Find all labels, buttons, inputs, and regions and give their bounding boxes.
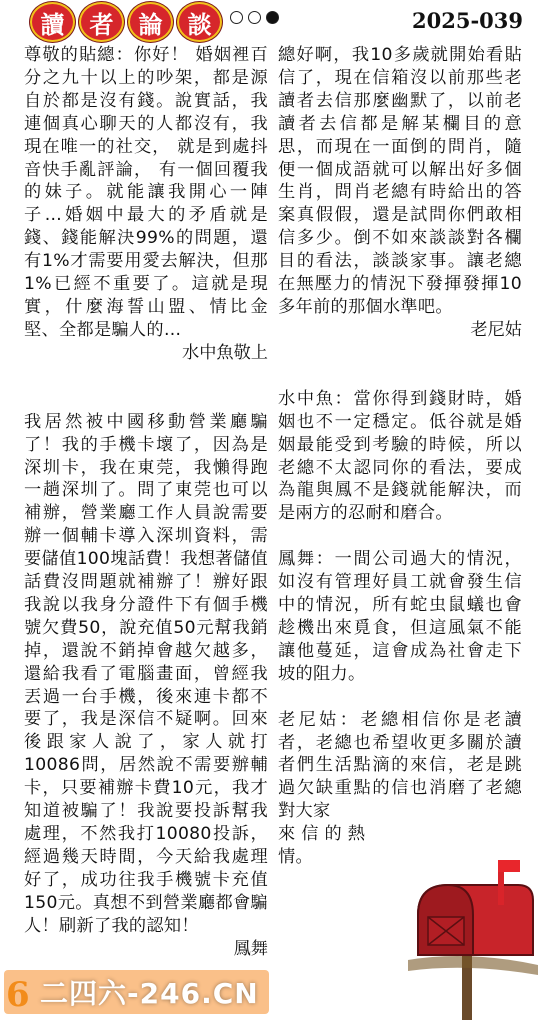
letter-paragraph: 尊敬的貼總：你好！ 婚姻裡百分之九十以上的吵架，都是源自於都是沒有錢。說實話，我連個真心聊天的人都沒有，我現在唯一的社交， 就是到處抖音快手亂評論， 有一個回覆我的妹子。就能讓我開心一陣子…婚姻中最大的矛盾就是錢、錢能解決99%的問題，還有1%才需要用愛去解決，但那1%已經不重要了。這就是現實，什麼海誓山盟、情比金堅、全都是騙人的… <box>24 45 268 340</box>
reply-paragraph-end: 來 信 的 熱 <box>278 824 366 845</box>
reply-paragraph-end: 情。 <box>278 847 313 868</box>
site-logo: 二四六-246.CN <box>4 970 269 1014</box>
spacer <box>278 525 522 548</box>
spacer <box>278 686 522 709</box>
footer <box>0 968 545 1020</box>
spacer <box>278 342 522 388</box>
letter-paragraph: 我居然被中國移動營業廳騙了！我的手機卡壞了，因為是深圳卡，我在東莞，我懶得跑一趟深圳了。問了東莞也可以補辦，營業廳工作人員說需要辦一個輔卡導入深圳資料，需要儲值100塊話費！我想著儲值話費沒問題就補辦了！辦好跟我說以我身分證件下有個手機號欠費50，說充值50元幫我銷掉，還說不銷掉會越欠越多，還給我看了電腦畫面，曾經我丟過一台手機，後來連卡都不要了，我是深信不疑啊。回來後跟家人說了，家人就打10086問，居然說不需要辦輔卡，只要補辦卡費10元，我才知道被騙了！我說要投訴幫我處理，不然我打10080投訴，經過幾天時間，今天給我處理好了，成功往我手機號卡充值150元。真想不到營業廳都會騙人！刷新了我的認知！ <box>24 411 268 936</box>
letter-paragraph: 總好啊，我10多歲就開始看貼信了，現在信箱沒以前那些老讀者去信那麼幽默了，以前老讀者去信都是解某欄目的意思，而現在一面倒的問肖，隨便一個成語就可以解出好多個生肖，問肖老總有時給出的答案真假假，還是試問你們敢相信多少。倒不如來談談對各欄目的看法，談談家事。讓老總在無壓力的情況下發揮發揮10多年前的那個水準吧。 <box>278 45 522 317</box>
reply-paragraph: 老尼姑：老總相信你是老讀者，老總也希望收更多關於讀者們生活點滴的來信，老是跳過欠缺重點的信也消磨了老總對大家 <box>278 709 522 822</box>
circle-icon <box>248 11 261 24</box>
title-badge-3: 論 <box>128 2 173 42</box>
title-badge-4: 談 <box>177 2 222 42</box>
letter-signature: 鳳舞 <box>233 938 268 959</box>
letter-signature: 水中魚敬上 <box>182 342 268 363</box>
decorative-dots <box>230 11 279 24</box>
circle-icon <box>230 11 243 24</box>
title-badge-1: 讀 <box>30 2 75 42</box>
title-badge-2: 者 <box>79 2 124 42</box>
spacer <box>24 365 268 411</box>
reply-paragraph: 鳳舞：一間公司過大的情況，如沒有管理好員工就會發生信中的情況，所有蛇虫鼠蟻也會趁機出來覓食，但這風氣不能讓他蔓延，這會成為社會走下坡的阻力。 <box>278 549 522 684</box>
issue-number: 2025-039 <box>412 8 523 33</box>
left-column <box>24 44 268 960</box>
header <box>0 0 545 40</box>
right-column <box>278 44 522 869</box>
reply-paragraph: 水中魚：當你得到錢財時，婚姻也不一定穩定。低谷就是婚姻最能受到考驗的時候，所以老總不太認同你的看法，要成為龍與鳳不是錢就能解決，而是兩方的忍耐和磨合。 <box>278 388 522 524</box>
logo-six-mark: 6 <box>6 975 30 1015</box>
column-title-badges <box>30 2 222 42</box>
filled-circle-icon <box>266 11 279 24</box>
letter-signature: 老尼姑 <box>470 319 522 340</box>
